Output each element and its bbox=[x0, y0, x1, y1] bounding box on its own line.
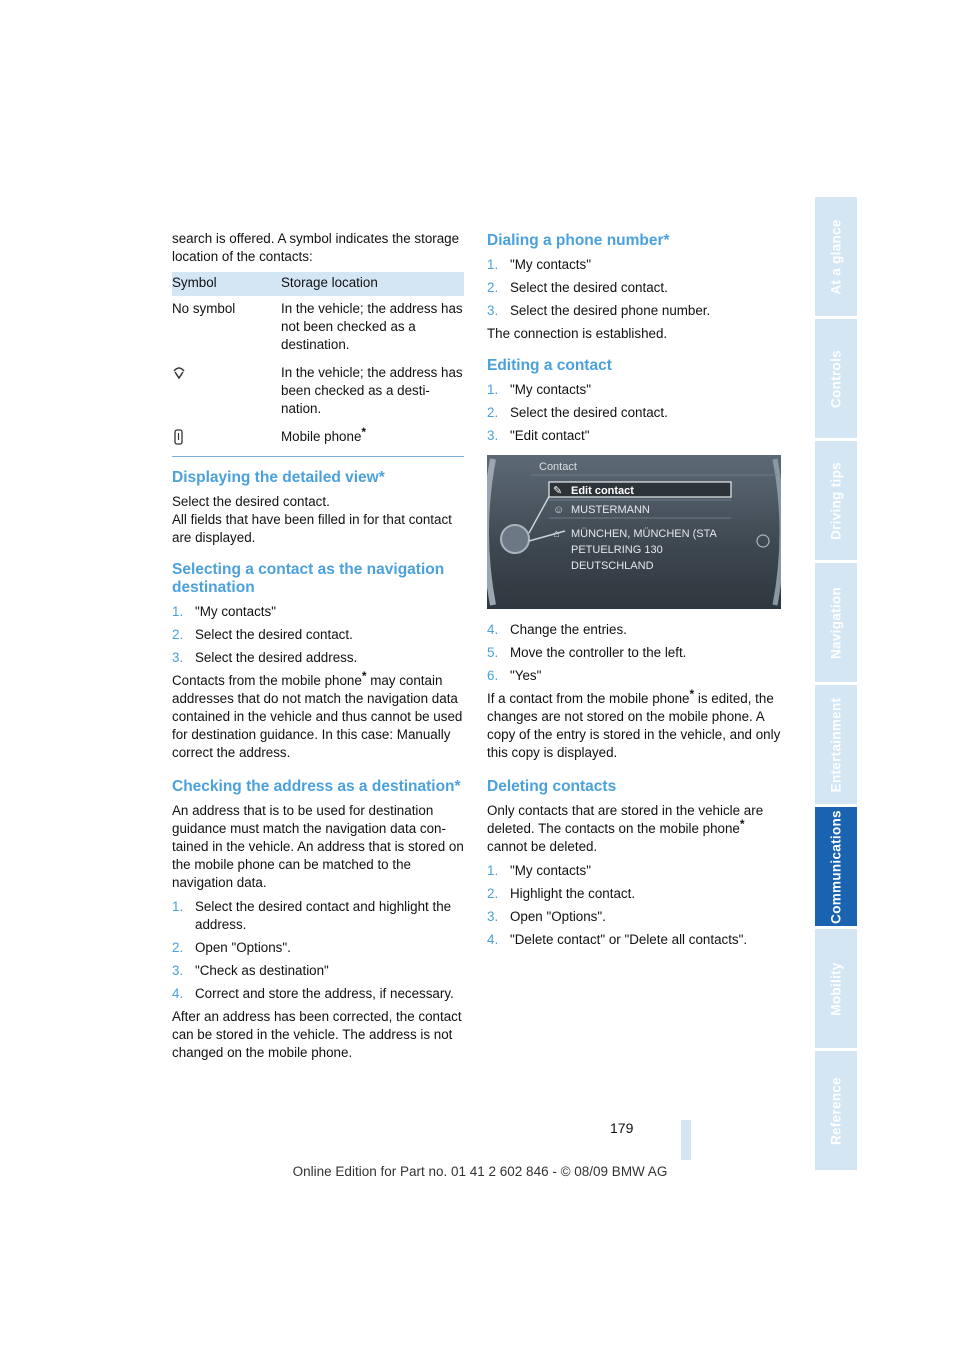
tab-mobility[interactable]: Mobility bbox=[815, 929, 857, 1048]
home-icon: ⌂ bbox=[553, 528, 560, 540]
symbol-table bbox=[172, 272, 464, 457]
table-row bbox=[172, 360, 464, 424]
step-item: 3. Select the desired phone number. bbox=[487, 303, 711, 318]
heading-deleting: Deleting contacts bbox=[487, 778, 617, 795]
step-item: 1. "My contacts" bbox=[172, 604, 276, 619]
step-item: 2. Open "Options". bbox=[172, 940, 291, 955]
step-item: 4. "Delete contact" or "Delete all contacts". bbox=[487, 932, 748, 947]
step-item: 2. Select the desired contact. bbox=[172, 627, 353, 642]
chapter-tabs bbox=[815, 197, 857, 1173]
text: Only contacts that are stored in the vehicle are deleted. The contacts on the mobile phone* cannot be deleted. bbox=[487, 803, 764, 854]
screen-item-address-2: PETUELRING 130 bbox=[571, 544, 663, 556]
step-item: 3. "Edit contact" bbox=[487, 428, 590, 443]
step-item: 6. "Yes" bbox=[487, 668, 542, 683]
screen-item-address-3: DEUTSCHLAND bbox=[571, 560, 654, 572]
text: Select the desired contact. bbox=[172, 494, 330, 509]
cell-desc: In the vehicle; the address has been checked as a destination. bbox=[281, 365, 463, 416]
tab-navigation[interactable]: Navigation bbox=[815, 563, 857, 682]
page-number: 179 bbox=[610, 1120, 634, 1136]
cell-desc: In the vehicle; the address has not been checked as a destination. bbox=[281, 301, 463, 352]
heading-dialing: Dialing a phone number* bbox=[487, 232, 670, 249]
checked-destination-icon bbox=[172, 366, 186, 380]
step-item: 3. Open "Options". bbox=[487, 909, 606, 924]
edit-icon: ✎ bbox=[553, 485, 563, 497]
table-header bbox=[172, 272, 464, 296]
screen-item-address-1: MÜNCHEN, MÜNCHEN (STA bbox=[571, 528, 717, 540]
cell-symbol bbox=[172, 424, 281, 457]
step-item: 2. Select the desired contact. bbox=[487, 405, 668, 420]
tab-reference[interactable]: Reference bbox=[815, 1051, 857, 1170]
table-row bbox=[172, 424, 464, 457]
text: The connection is established. bbox=[487, 326, 668, 341]
note-text: Contacts from the mobile phone* may contain addresses that do not match the navigation data contained in the vehicle and thus cannot be used for destination guidance. In this case: Manually correct the address. bbox=[172, 669, 463, 760]
tab-communications[interactable]: Communications bbox=[815, 807, 857, 926]
screen-item-name: MUSTERMANN bbox=[571, 504, 650, 516]
col-header-storage: Storage location bbox=[281, 272, 464, 296]
step-item: 1. Select the desired contact and highlight the address. bbox=[172, 899, 452, 932]
heading-editing: Editing a contact bbox=[487, 357, 612, 374]
screen-item-edit-contact: Edit contact bbox=[571, 485, 634, 497]
step-item: 1. "My contacts" bbox=[487, 382, 591, 397]
step-item: 5. Move the controller to the left. bbox=[487, 645, 687, 660]
footer-text: Online Edition for Part no. 01 41 2 602 846 - © 08/09 BMW AG bbox=[292, 1164, 668, 1179]
step-item: 2. Highlight the contact. bbox=[487, 886, 636, 901]
step-item: 3. "Check as destination" bbox=[172, 963, 329, 978]
heading-detailed-view: Displaying the detailed view* bbox=[172, 469, 385, 486]
cell-symbol: No symbol bbox=[172, 301, 236, 316]
person-icon: ☺ bbox=[553, 504, 565, 516]
step-item: 4. Correct and store the address, if necessary. bbox=[172, 986, 454, 1001]
tab-at-a-glance[interactable]: At a glance bbox=[815, 197, 857, 316]
cell-symbol bbox=[172, 360, 281, 424]
step-item: 1. "My contacts" bbox=[487, 257, 591, 272]
cell-desc: Mobile phone* bbox=[281, 424, 464, 457]
page-marker-bar bbox=[681, 1120, 691, 1160]
table-row bbox=[172, 296, 464, 360]
col-header-symbol: Symbol bbox=[172, 272, 281, 296]
note-text: If a contact from the mobile phone* is edited, the changes are not stored on the mobile phone. A copy of the entry is stored in the vehicle, and only this copy is displayed. bbox=[487, 687, 781, 760]
screen-header: Contact bbox=[539, 461, 577, 473]
right-column bbox=[487, 232, 781, 954]
text: An address that is to be used for destination guidance must match the navigation data contained in the vehicle. An address that is stored on the mobile phone can be matched to the navigation data. bbox=[172, 803, 464, 890]
intro-text: search is offered. A symbol indicates the storage location of the contacts: bbox=[172, 231, 460, 264]
tab-entertainment[interactable]: Entertainment bbox=[815, 685, 857, 804]
heading-check-address: Checking the address as a destination* bbox=[172, 778, 461, 795]
tab-driving-tips[interactable]: Driving tips bbox=[815, 441, 857, 560]
step-item: 4. Change the entries. bbox=[487, 622, 627, 637]
mobile-phone-icon bbox=[172, 429, 186, 445]
left-column bbox=[172, 230, 464, 1066]
step-item: 1. "My contacts" bbox=[487, 863, 591, 878]
tab-controls[interactable]: Controls bbox=[815, 319, 857, 438]
text: All fields that have been filled in for that contact are displayed. bbox=[172, 512, 452, 545]
idrive-screen-image bbox=[487, 455, 781, 609]
step-item: 2. Select the desired contact. bbox=[487, 280, 668, 295]
text: After an address has been corrected, the contact can be stored in the vehicle. The address is not changed on the mobile phone. bbox=[172, 1009, 462, 1060]
heading-navigation-destination: Selecting a contact as the navigation destination bbox=[172, 561, 445, 596]
step-item: 3. Select the desired address. bbox=[172, 650, 358, 665]
